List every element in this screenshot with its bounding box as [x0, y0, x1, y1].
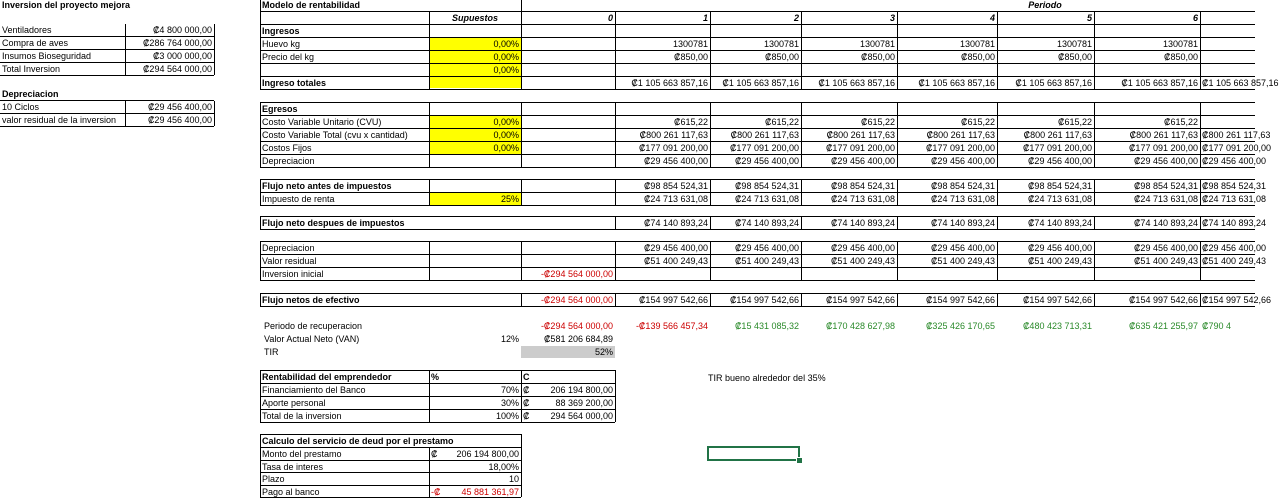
cvu-label[interactable]: Costo Variable Unitario (CVU)	[262, 117, 382, 127]
egresos-title[interactable]: Egresos	[262, 104, 298, 114]
dep2-p6[interactable]: ₡29 456 400,00	[1133, 243, 1198, 253]
cvu-p5[interactable]: ₡615,22	[1057, 117, 1092, 127]
dep-egreso-p7-clipped[interactable]: ₡29 456 400,00	[1202, 156, 1267, 166]
recuperacion-p3[interactable]: ₡170 428 627,98	[825, 321, 895, 331]
period-col-6[interactable]: 6	[1192, 13, 1198, 23]
dep-egreso-p5[interactable]: ₡29 456 400,00	[1027, 156, 1092, 166]
cf-p1[interactable]: ₡177 091 200,00	[638, 143, 708, 153]
cvt-supuesto[interactable]: 0,00%	[429, 129, 521, 141]
ingreso-p1[interactable]: ₡1 105 663 857,16	[631, 78, 708, 88]
inv-value-1[interactable]: ₡286 764 000,00	[142, 38, 212, 48]
modelo-title[interactable]: Modelo de rentabilidad	[262, 0, 361, 10]
flujos-efectivo-label[interactable]: Flujo netos de efectivo	[262, 295, 360, 305]
residual-p6[interactable]: ₡51 400 249,43	[1133, 256, 1198, 266]
impuesto-p7-clipped[interactable]: ₡24 713 631,08	[1202, 194, 1267, 204]
residual-p4[interactable]: ₡51 400 249,43	[930, 256, 995, 266]
flujo-despues-p4[interactable]: ₡74 140 893,24	[930, 218, 995, 228]
impuesto-p1[interactable]: ₡24 713 631,08	[643, 194, 708, 204]
huevo-p2[interactable]: 1300781	[763, 39, 799, 49]
cf-p2[interactable]: ₡177 091 200,00	[729, 143, 799, 153]
rent-value-0[interactable]: 206 194 800,00	[550, 385, 613, 395]
rent-label-2[interactable]: Total de la inversion	[262, 411, 342, 421]
rent-label-0[interactable]: Financiamiento del Banco	[262, 385, 366, 395]
deuda-pago-label[interactable]: Pago al banco	[262, 487, 320, 497]
cvu-p3[interactable]: ₡615,22	[860, 117, 895, 127]
ingresos-title[interactable]: Ingresos	[262, 26, 300, 36]
impuesto-p2[interactable]: ₡24 713 631,08	[734, 194, 799, 204]
ingreso-p5[interactable]: ₡1 105 663 857,16	[1015, 78, 1092, 88]
recuperacion-p7[interactable]: ₡790 4	[1202, 321, 1232, 331]
tir-label[interactable]: TIR	[264, 347, 279, 357]
flujo-despues-label[interactable]: Flujo neto despues de impuestos	[262, 218, 405, 228]
periodo-header[interactable]: Periodo	[1028, 0, 1062, 10]
tir-value[interactable]: 52%	[521, 346, 615, 358]
tir-note[interactable]: TIR bueno alrededor del 35%	[708, 373, 826, 383]
precio-p3[interactable]: ₡850,00	[860, 52, 895, 62]
inv-value-2[interactable]: ₡3 000 000,00	[152, 51, 212, 61]
flujo-despues-p6[interactable]: ₡74 140 893,24	[1133, 218, 1198, 228]
recuperacion-p2[interactable]: ₡15 431 085,32	[734, 321, 799, 331]
precio-p4[interactable]: ₡850,00	[960, 52, 995, 62]
dep2-label[interactable]: Depreciacion	[262, 243, 315, 253]
cvu-p6[interactable]: ₡615,22	[1163, 117, 1198, 127]
cf-p5[interactable]: ₡177 091 200,00	[1022, 143, 1092, 153]
dep2-p1[interactable]: ₡29 456 400,00	[643, 243, 708, 253]
rent-pct-0[interactable]: 70%	[500, 385, 519, 395]
van-label[interactable]: Valor Actual Neto (VAN)	[264, 334, 360, 344]
deuda-tasa-label[interactable]: Tasa de interes	[262, 462, 324, 472]
flujo-despues-p2[interactable]: ₡74 140 893,24	[734, 218, 799, 228]
impuesto-label[interactable]: Impuesto de renta	[262, 194, 335, 204]
recuperacion-label[interactable]: Periodo de recuperacion	[264, 321, 363, 331]
dep-egreso-p4[interactable]: ₡29 456 400,00	[930, 156, 995, 166]
deuda-monto-cur[interactable]: ₡	[431, 449, 438, 459]
flujo-antes-p4[interactable]: ₡98 854 524,31	[930, 181, 995, 191]
inv-label-2[interactable]: Insumos Bioseguridad	[2, 51, 92, 61]
ingreso-p7-clipped[interactable]: ₡1 105 663 857,16	[1202, 78, 1279, 88]
dep2-p2[interactable]: ₡29 456 400,00	[734, 243, 799, 253]
residual-p5[interactable]: ₡51 400 249,43	[1027, 256, 1092, 266]
precio-supuesto[interactable]: 0,00%	[429, 51, 521, 63]
cf-p3[interactable]: ₡177 091 200,00	[825, 143, 895, 153]
flujo-despues-p7-clipped[interactable]: ₡74 140 893,24	[1202, 218, 1267, 228]
cvu-p4[interactable]: ₡615,22	[960, 117, 995, 127]
precio-p5[interactable]: ₡850,00	[1057, 52, 1092, 62]
rentabilidad-pct-header[interactable]: %	[431, 372, 440, 382]
recuperacion-p6[interactable]: ₡635 421 255,97	[1128, 321, 1198, 331]
precio-p2[interactable]: ₡850,00	[764, 52, 799, 62]
inv-value-3[interactable]: ₡294 564 000,00	[142, 64, 212, 74]
precio-p6[interactable]: ₡850,00	[1163, 52, 1198, 62]
flujo-antes-p3[interactable]: ₡98 854 524,31	[830, 181, 895, 191]
dep-label-1[interactable]: valor residual de la inversion	[2, 115, 117, 125]
dep2-p5[interactable]: ₡29 456 400,00	[1027, 243, 1092, 253]
flujo-antes-p5[interactable]: ₡98 854 524,31	[1027, 181, 1092, 191]
ingreso-p4[interactable]: ₡1 105 663 857,16	[918, 78, 995, 88]
flujo-antes-p2[interactable]: ₡98 854 524,31	[734, 181, 799, 191]
deuda-tasa-value[interactable]: 18,00%	[488, 462, 519, 472]
flujos-efectivo-p1[interactable]: ₡154 997 542,66	[638, 295, 708, 305]
ingreso-p6[interactable]: ₡1 105 663 857,16	[1121, 78, 1198, 88]
residual-p1[interactable]: ₡51 400 249,43	[643, 256, 708, 266]
precio-p1[interactable]: ₡850,00	[673, 52, 708, 62]
rent-cur-2[interactable]: ₡	[523, 411, 530, 421]
cvt-p6[interactable]: ₡800 261 117,63	[1129, 130, 1198, 140]
inv-label-0[interactable]: Ventiladores	[2, 25, 52, 35]
flujo-antes-p7-clipped[interactable]: ₡98 854 524,31	[1202, 181, 1267, 191]
deuda-plazo-value[interactable]: 10	[508, 474, 519, 484]
cvt-p4[interactable]: ₡800 261 117,63	[926, 130, 995, 140]
flujo-antes-p1[interactable]: ₡98 854 524,31	[643, 181, 708, 191]
cf-label[interactable]: Costos Fijos	[262, 143, 312, 153]
inv-value-0[interactable]: ₡4 800 000,00	[152, 25, 212, 35]
period-col-4[interactable]: 4	[989, 13, 995, 23]
dep-egreso-label[interactable]: Depreciacion	[262, 156, 315, 166]
huevo-p5[interactable]: 1300781	[1056, 39, 1092, 49]
cvu-p1[interactable]: ₡615,22	[673, 117, 708, 127]
period-col-5[interactable]: 5	[1086, 13, 1092, 23]
impuesto-p6[interactable]: ₡24 713 631,08	[1133, 194, 1198, 204]
rentabilidad-title[interactable]: Rentabilidad del emprendedor	[262, 372, 392, 382]
recuperacion-p0[interactable]: -₡294 564 000,00	[540, 321, 613, 331]
cvt-label[interactable]: Costo Variable Total (cvu x cantidad)	[262, 130, 408, 140]
flujos-efectivo-p2[interactable]: ₡154 997 542,66	[729, 295, 799, 305]
deuda-title[interactable]: Calculo del servicio de deud por el prestamo	[262, 436, 454, 446]
cf-p4[interactable]: ₡177 091 200,00	[925, 143, 995, 153]
dep-egreso-p6[interactable]: ₡29 456 400,00	[1133, 156, 1198, 166]
flujos-efectivo-p6[interactable]: ₡154 997 542,66	[1128, 295, 1198, 305]
van-value[interactable]: ₡581 206 684,89	[543, 334, 613, 344]
huevo-label[interactable]: Huevo kg	[262, 39, 301, 49]
blank-supuesto[interactable]: 0,00%	[429, 64, 521, 76]
cvt-p1[interactable]: ₡800 261 117,63	[639, 130, 708, 140]
impuesto-supuesto[interactable]: 25%	[429, 193, 521, 205]
cf-p7-clipped[interactable]: ₡177 091 200,00	[1202, 143, 1272, 153]
dep2-p4[interactable]: ₡29 456 400,00	[930, 243, 995, 253]
cvt-p7-clipped[interactable]: ₡800 261 117,63	[1202, 130, 1271, 140]
dep2-p7-clipped[interactable]: ₡29 456 400,00	[1202, 243, 1267, 253]
rent-value-2[interactable]: 294 564 000,00	[550, 411, 613, 421]
flujo-despues-p3[interactable]: ₡74 140 893,24	[830, 218, 895, 228]
rentabilidad-cur-header[interactable]: C	[523, 372, 530, 382]
rent-cur-1[interactable]: ₡	[523, 398, 530, 408]
cvu-p2[interactable]: ₡615,22	[764, 117, 799, 127]
cvt-p2[interactable]: ₡800 261 117,63	[730, 130, 799, 140]
inversion-title[interactable]: Inversion del proyecto mejora	[2, 0, 131, 10]
dep-egreso-p3[interactable]: ₡29 456 400,00	[830, 156, 895, 166]
dep2-p3[interactable]: ₡29 456 400,00	[830, 243, 895, 253]
inv-inicial-p0[interactable]: -₡294 564 000,00	[540, 269, 613, 279]
recuperacion-p1[interactable]: -₡139 566 457,34	[635, 321, 708, 331]
dep-egreso-p2[interactable]: ₡29 456 400,00	[734, 156, 799, 166]
flujos-efectivo-p3[interactable]: ₡154 997 542,66	[825, 295, 895, 305]
ingreso-p2[interactable]: ₡1 105 663 857,16	[722, 78, 799, 88]
deuda-pago-value[interactable]: 45 881 361,97	[461, 487, 519, 497]
residual-label[interactable]: Valor residual	[262, 256, 317, 266]
flujo-antes-label[interactable]: Flujo neto antes de impuestos	[262, 181, 392, 191]
residual-p7-clipped[interactable]: ₡51 400 249,43	[1202, 256, 1267, 266]
rent-value-1[interactable]: 88 369 200,00	[555, 398, 613, 408]
rent-cur-0[interactable]: ₡	[523, 385, 530, 395]
impuesto-p5[interactable]: ₡24 713 631,08	[1027, 194, 1092, 204]
rent-label-1[interactable]: Aporte personal	[262, 398, 326, 408]
dep-egreso-p1[interactable]: ₡29 456 400,00	[643, 156, 708, 166]
fill-handle[interactable]	[796, 457, 803, 464]
rent-pct-2[interactable]: 100%	[495, 411, 519, 421]
deuda-monto-value[interactable]: 206 194 800,00	[456, 449, 519, 459]
active-cell-selection[interactable]	[707, 446, 800, 461]
residual-p3[interactable]: ₡51 400 249,43	[830, 256, 895, 266]
deuda-plazo-label[interactable]: Plazo	[262, 474, 285, 484]
period-col-1[interactable]: 1	[702, 13, 708, 23]
recuperacion-p4[interactable]: ₡325 426 170,65	[925, 321, 995, 331]
huevo-p4[interactable]: 1300781	[959, 39, 995, 49]
dep-label-0[interactable]: 10 Ciclos	[2, 102, 40, 112]
huevo-p3[interactable]: 1300781	[859, 39, 895, 49]
cvt-p3[interactable]: ₡800 261 117,63	[826, 130, 895, 140]
impuesto-p4[interactable]: ₡24 713 631,08	[930, 194, 995, 204]
rent-pct-1[interactable]: 30%	[500, 398, 519, 408]
period-col-3[interactable]: 3	[889, 13, 895, 23]
cvu-supuesto[interactable]: 0,00%	[429, 116, 521, 128]
residual-p2[interactable]: ₡51 400 249,43	[734, 256, 799, 266]
cf-supuesto[interactable]: 0,00%	[429, 142, 521, 154]
van-rate[interactable]: 12%	[500, 334, 519, 344]
dep-value-1[interactable]: ₡29 456 400,00	[147, 115, 212, 125]
ingreso-p3[interactable]: ₡1 105 663 857,16	[818, 78, 895, 88]
ingreso-totales-label[interactable]: Ingreso totales	[262, 78, 327, 88]
precio-label[interactable]: Precio del kg	[262, 52, 315, 62]
supuestos-header[interactable]: Supuestos	[451, 13, 498, 23]
cf-p6[interactable]: ₡177 091 200,00	[1128, 143, 1198, 153]
impuesto-p3[interactable]: ₡24 713 631,08	[830, 194, 895, 204]
flujos-efectivo-p7-clipped[interactable]: ₡154 997 542,66	[1202, 295, 1272, 305]
period-col-0[interactable]: 0	[607, 13, 613, 23]
inv-label-1[interactable]: Compra de aves	[2, 38, 69, 48]
flujo-antes-p6[interactable]: ₡98 854 524,31	[1133, 181, 1198, 191]
inv-label-3[interactable]: Total Inversion	[2, 64, 61, 74]
flujos-efectivo-p5[interactable]: ₡154 997 542,66	[1022, 295, 1092, 305]
huevo-p6[interactable]: 1300781	[1162, 39, 1198, 49]
flujo-despues-p5[interactable]: ₡74 140 893,24	[1027, 218, 1092, 228]
dep-value-0[interactable]: ₡29 456 400,00	[147, 102, 212, 112]
recuperacion-p5[interactable]: ₡480 423 713,31	[1022, 321, 1092, 331]
period-col-2[interactable]: 2	[793, 13, 799, 23]
inv-inicial-label[interactable]: Inversion inicial	[262, 269, 324, 279]
huevo-supuesto[interactable]: 0,00%	[429, 38, 521, 50]
deuda-pago-cur[interactable]: -₡	[431, 487, 441, 497]
cvt-p5[interactable]: ₡800 261 117,63	[1023, 130, 1092, 140]
flujos-efectivo-p0[interactable]: -₡294 564 000,00	[540, 295, 613, 305]
flujos-efectivo-p4[interactable]: ₡154 997 542,66	[925, 295, 995, 305]
flujo-despues-p1[interactable]: ₡74 140 893,24	[643, 218, 708, 228]
huevo-p1[interactable]: 1300781	[672, 39, 708, 49]
depreciacion-title[interactable]: Depreciacion	[2, 89, 59, 99]
deuda-monto-label[interactable]: Monto del prestamo	[262, 449, 342, 459]
